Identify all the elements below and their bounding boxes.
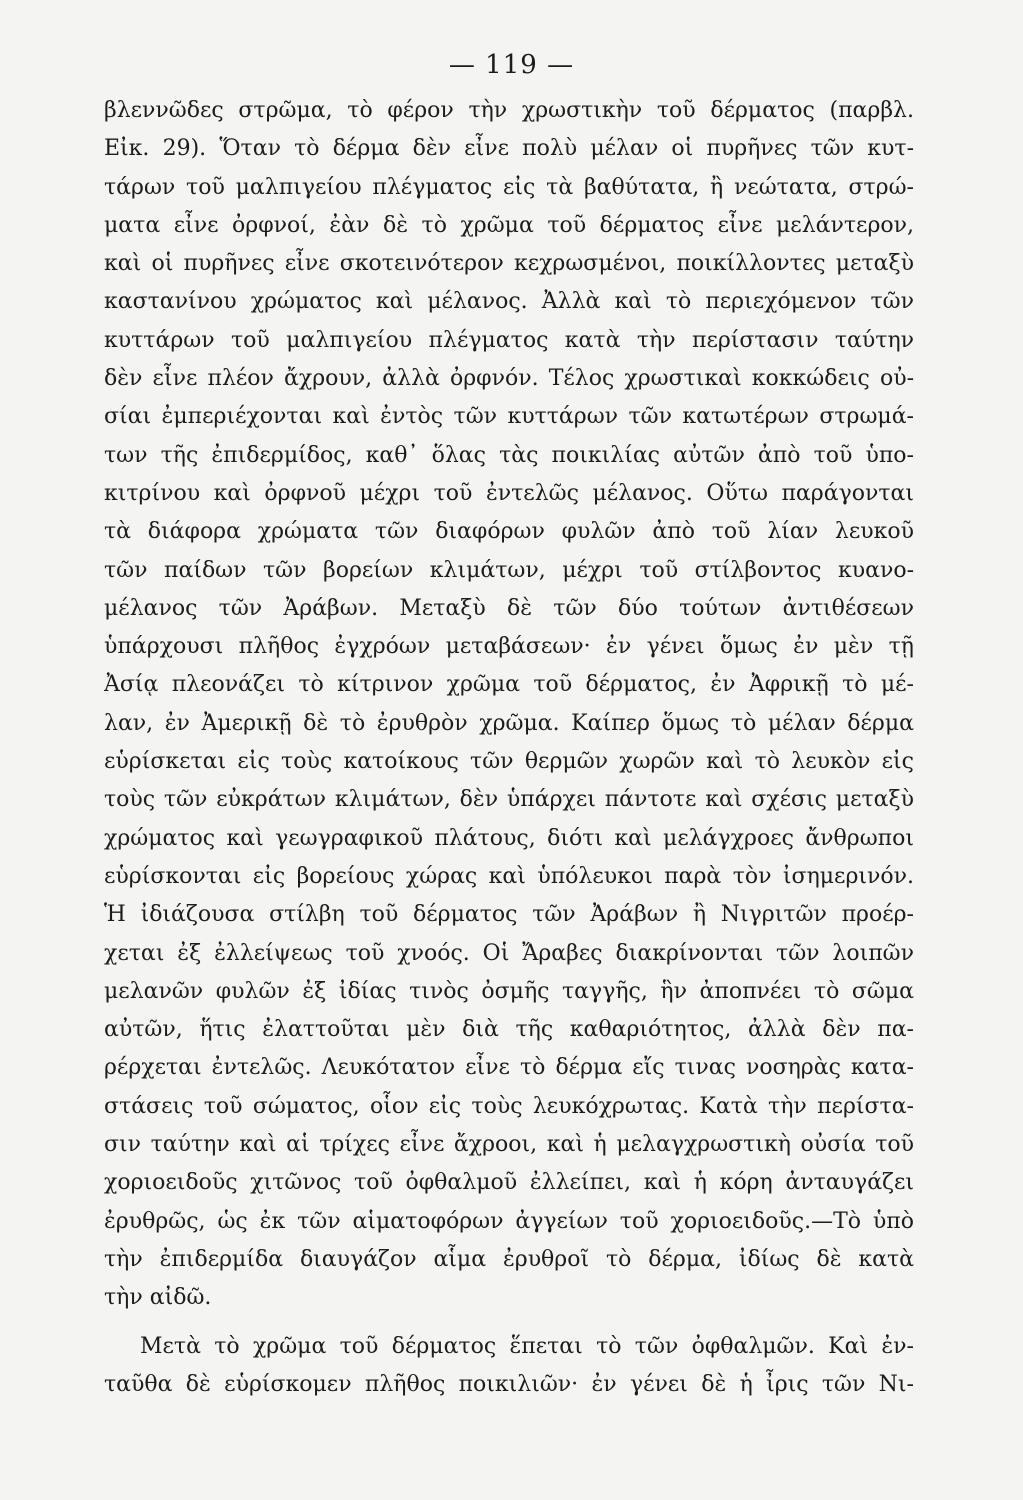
text-line: μελανῶν φυλῶν ἐξ ἰδίας τινὸς ὀσμῆς ταγγῆς, ἣν ἀποπνέει τὸ σῶμα <box>104 978 914 1004</box>
text-line: λαν, ἐν Ἀμερικῇ δὲ τὸ ἐρυθρὸν χρῶμα. Καίπερ ὅμως τὸ μέλαν δέρμα <box>104 710 914 736</box>
text-line: αὐτῶν, ἥτις ἐλαττοῦται μὲν διὰ τῆς καθαριότητος, ἀλλὰ δὲν πα- <box>104 1017 914 1043</box>
text-line: των τῆς ἐπιδερμίδος, καθ᾽ ὅλας τὰς ποικιλίας αὐτῶν ἀπὸ τοῦ ὑπο- <box>104 442 914 468</box>
text-line: βλεννῶδες στρῶμα, τὸ φέρον τὴν χρωστικὴν τοῦ δέρματος (παρβλ. <box>104 98 914 123</box>
text-line: καστανίνου χρώματος καὶ μέλανος. Ἀλλὰ καὶ τὸ περιεχόμενον τῶν <box>104 289 914 315</box>
text-line: εὑρίσκονται εἰς βορείους χώρας καὶ ὑπόλευκοι παρὰ τὸν ἰσημερινόν. <box>104 863 914 889</box>
text-line: καὶ οἱ πυρῆνες εἶνε σκοτεινότερον κεχρωσμένοι, ποικίλλοντες μεταξὺ <box>104 251 914 277</box>
text-line: ματα εἶνε ὀρφνοί, ἐὰν δὲ τὸ χρῶμα τοῦ δέρματος εἶνε μελάντερον, <box>104 212 914 238</box>
paragraph-gap <box>104 1318 914 1328</box>
text-line: τὰ διάφορα χρώματα τῶν διαφόρων φυλῶν ἀπὸ τοῦ λίαν λευκοῦ <box>104 519 914 545</box>
text-line: χοριοειδοῦς χιτῶνος τοῦ ὀφθαλμοῦ ἐλλείπει, καὶ ἡ κόρη ἀνταυγάζει <box>104 1170 914 1196</box>
text-line: ἐρυθρῶς, ὡς ἐκ τῶν αἱματοφόρων ἀγγείων τοῦ χοριοειδοῦς.—Τὸ ὑπὸ <box>104 1208 914 1234</box>
paragraph <box>104 92 914 1318</box>
text-line: δὲν εἶνε πλέον ἄχρουν, ἀλλὰ ὀρφνόν. Τέλος χρωστικαὶ κοκκώδεις οὐ- <box>104 366 914 392</box>
text-line: Εἰκ. 29). Ὅταν τὸ δέρμα δὲν εἶνε πολὺ μέλαν οἱ πυρῆνες τῶν κυτ- <box>104 136 914 162</box>
text-line: χεται ἐξ ἐλλείψεως τοῦ χνοός. Οἱ Ἄραβες διακρίνονται τῶν λοιπῶν <box>104 940 914 966</box>
text-line: τὴν ἐπιδερμίδα διαυγάζον αἷμα ἐρυθροῖ τὸ δέρμα, ἰδίως δὲ κατὰ <box>104 1246 914 1272</box>
text-line: ρέρχεται ἐντελῶς. Λευκότατον εἶνε τὸ δέρμα εἴς τινας νοσηρὰς κατα- <box>104 1055 914 1081</box>
page-number: — 119 — <box>448 50 575 80</box>
text-line: μέλανος τῶν Ἀράβων. Μεταξὺ δὲ τῶν δύο τούτων ἀντιθέσεων <box>104 595 914 621</box>
text-line: σίαι ἐμπεριέχονται καὶ ἐντὸς τῶν κυττάρων τῶν κατωτέρων στρωμά- <box>104 404 914 430</box>
text-line: Ἀσίᾳ πλεονάζει τὸ κίτρινον χρῶμα τοῦ δέρματος, ἐν Ἀφρικῇ τὸ μέ- <box>104 672 914 698</box>
text-line: τὴν αἰδῶ. <box>104 1285 212 1311</box>
paragraph <box>104 1328 914 1405</box>
text-line: στάσεις τοῦ σώματος, οἷον εἰς τοὺς λευκόχρωτας. Κατὰ τὴν περίστα- <box>104 1093 914 1119</box>
text-line: κιτρίνου καὶ ὀρφνοῦ μέχρι τοῦ ἐντελῶς μέλανος. Οὕτω παράγονται <box>104 480 914 506</box>
text-line: εὑρίσκεται εἰς τοὺς κατοίκους τῶν θερμῶν χωρῶν καὶ τὸ λευκὸν εἰς <box>104 749 914 775</box>
text-line: σιν ταύτην καὶ αἱ τρίχες εἶνε ἄχροοι, καὶ ἡ μελαγχρωστικὴ οὐσία τοῦ <box>104 1132 914 1158</box>
text-line: τάρων τοῦ μαλπιγείου πλέγματος εἰς τὰ βαθύτατα, ἢ νεώτατα, στρώ- <box>104 174 914 200</box>
body-text <box>104 92 914 1404</box>
text-line: τοὺς τῶν εὐκράτων κλιμάτων, δὲν ὑπάρχει πάντοτε καὶ σχέσις μεταξὺ <box>104 787 914 813</box>
text-line: ὑπάρχουσι πλῆθος ἐγχρόων μεταβάσεων· ἐν γένει ὅμως ἐν μὲν τῇ <box>104 634 914 660</box>
text-line: ταῦθα δὲ εὑρίσκομεν πλῆθος ποικιλιῶν· ἐν γένει δὲ ἡ ἶρις τῶν Νι- <box>104 1371 914 1397</box>
text-line: τῶν παίδων τῶν βορείων κλιμάτων, μέχρι τοῦ στίλβοντος κυανο- <box>104 557 914 583</box>
text-line: Ἡ ἰδιάζουσα στίλβη τοῦ δέρματος τῶν Ἀράβων ἢ Νιγριτῶν προέρ- <box>104 902 914 928</box>
text-line: κυττάρων τοῦ μαλπιγείου πλέγματος κατὰ τὴν περίστασιν ταύτην <box>104 327 914 353</box>
text-line: Μετὰ τὸ χρῶμα τοῦ δέρματος ἕπεται τὸ τῶν ὀφθαλμῶν. Καὶ ἐν- <box>140 1333 914 1359</box>
text-line: χρώματος καὶ γεωγραφικοῦ πλάτους, διότι καὶ μελάγχροες ἄνθρωποι <box>104 825 914 851</box>
